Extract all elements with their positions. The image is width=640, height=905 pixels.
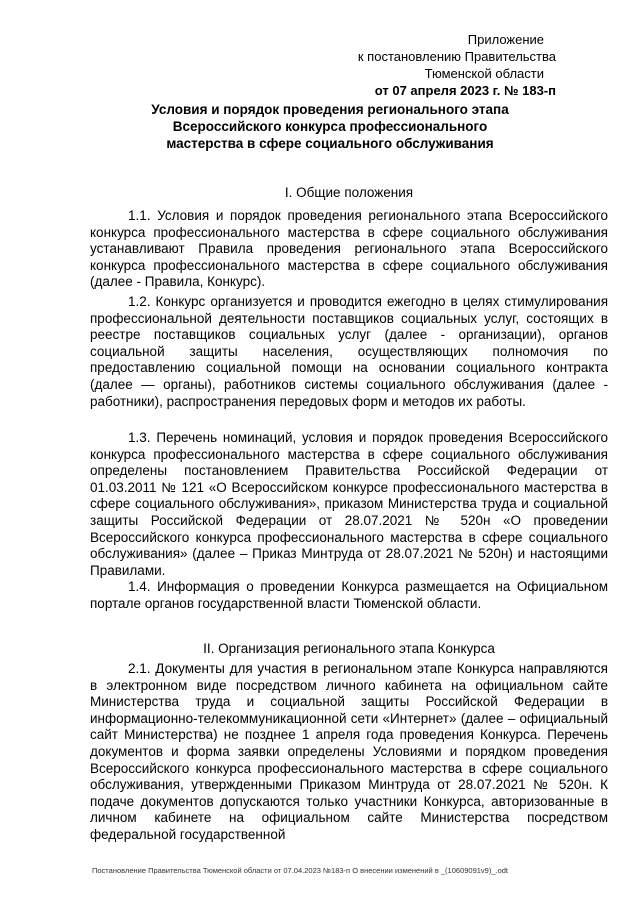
appendix-line-3: Тюменской области xyxy=(424,66,544,81)
appendix-date-number: от 07 апреля 2023 г. № 183-п xyxy=(374,83,556,98)
appendix-line-1: Приложение xyxy=(467,32,544,47)
paragraph-2-1: 2.1. Документы для участия в региональном этапе Конкурса направляются в электронном виде посредством личного кабинета на официальном сайте Министерства труда и социальной защиты Российской Федерации в информационно-телекоммуникационной сети «Интернет» (далее – официальный сайт Министерства) не позднее 1 апреля года проведения Конкурса. Перечень документов и форма заявки определены Условиями и порядком проведения Всероссийского конкурса профессионального мастерства в сфере социального обслуживания, утвержденными Приказом Минтруда от 28.07.2021 № 520н. К подаче документов допускаются только участники Конкурса, авторизованные в личном кабинете на официальном сайте Министерства посредством федеральной государственной xyxy=(90,661,608,842)
appendix-line-2: к постановлению Правительства xyxy=(357,49,556,64)
page-footer: Постановление Правительства Тюменской области от 07.04.2023 №183-п О внесении изменений в _(10609091v9)_.odt xyxy=(92,866,509,875)
paragraph-1-4: 1.4. Информация о проведении Конкурса размещается на Официальном портале органов государственной власти Тюменской области. xyxy=(90,579,608,611)
document-title: Условия и порядок проведения регионального этапа Всероссийского конкурса профессионального мастерства в сфере социального обслуживания xyxy=(151,102,509,151)
section-heading-organization: II. Организация регионального этапа Конкурса xyxy=(203,641,495,656)
paragraph-1-3: 1.3. Перечень номинаций, условия и порядок проведения Всероссийского конкурса профессионального мастерства в сфере социального обслуживания определены постановлением Правительства Российской Федерации от 01.03.2011 № 121 «О Всероссийском конкурсе профессионального мастерства в сфере социального обслуживания», приказом Министерства труда и социальной защиты Российской Федерации от 28.07.2021 № 520н «О проведении Всероссийского конкурса профессионального мастерства в сфере социального обслуживания» (далее – Приказ Минтруда от 28.07.2021 № 520н) и настоящими Правилами. xyxy=(90,430,608,578)
section-heading-general: I. Общие положения xyxy=(284,185,414,200)
paragraph-1-1: 1.1. Условия и порядок проведения регионального этапа Всероссийского конкурса профессионального мастерства в сфере социального обслуживания устанавливают Правила проведения регионального этапа Всероссийского конкурса профессионального мастерства в сфере социального обслуживания (далее - Правила, Конкурс). xyxy=(90,208,608,290)
appendix-header xyxy=(256,31,556,99)
paragraph-1-2: 1.2. Конкурс организуется и проводится ежегодно в целях стимулирования профессиональной деятельности поставщиков социальных услуг, состоящих в реестре поставщиков социальных услуг (далее - организации), органов социальной защиты населения, осуществляющих полномочия по предоставлению социальной помощи на основании социального контракта (далее — органы), работников системы социального обслуживания (далее - работники), распространения передовых форм и методов их работы. xyxy=(90,294,608,409)
